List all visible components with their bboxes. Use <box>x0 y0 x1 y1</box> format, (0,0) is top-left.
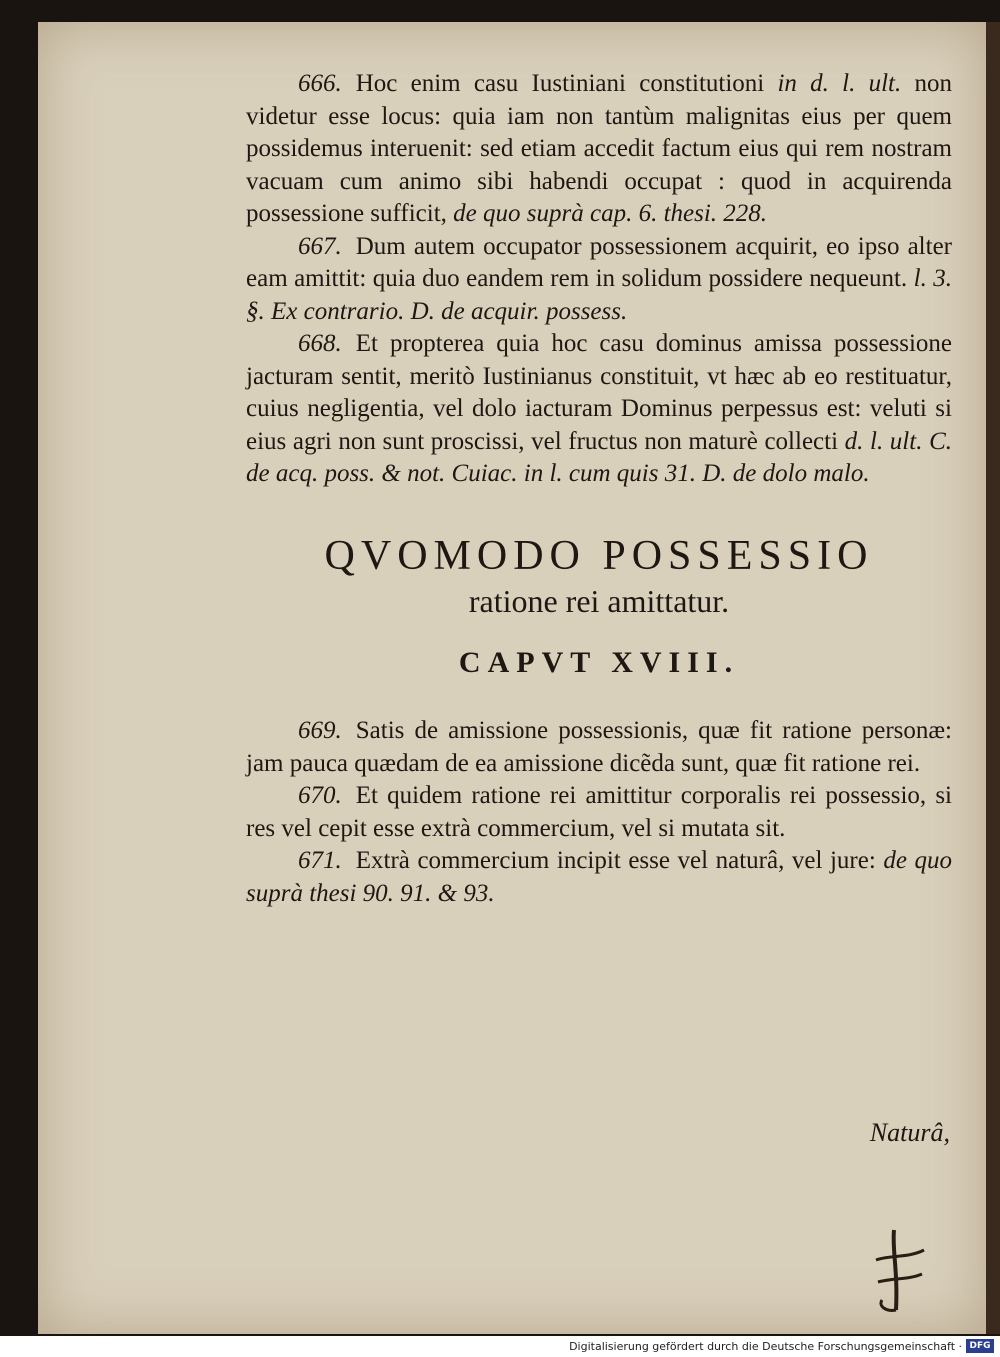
citation: de quo suprà cap. 6. thesi. 228. <box>453 200 768 227</box>
paragraph-text: Hoc enim casu Iustiniani constitutioni <box>355 70 778 97</box>
paragraph-668 <box>246 328 952 491</box>
footer-bar <box>0 1336 1000 1357</box>
paragraph-text: Et propterea quia hoc casu dominus amissa possessione jacturam sentit, meritò Iustinianus constituit, vt hæc ab eo restituatur, cuius negligentia, vel dolo iacturam Dominus perpessus est: veluti si eius agri non sunt proscissi, vel fructus non maturè collecti <box>246 330 952 455</box>
paragraph-text: Extrà commercium incipit esse vel naturâ, vel jure: <box>355 847 884 874</box>
catchword: Naturâ, <box>869 1118 950 1147</box>
dfg-logo: DFG <box>966 1339 994 1353</box>
citation: de quo suprà thesi 90. 91. & 93. <box>246 847 952 907</box>
paragraph-text: Et quidem ratione rei amittitur corporalis rei possessio, si res vel cepit esse extrà commercium, vel si mutata sit. <box>246 782 952 842</box>
page-edge <box>986 22 1000 1334</box>
citation: l. 3. §. Ex contrario. D. de acquir. possess. <box>246 265 952 325</box>
paragraph-669 <box>246 715 952 780</box>
paragraph-number: 669. <box>298 717 342 744</box>
paragraph-670 <box>246 780 952 845</box>
paragraph-number: 670. <box>298 782 342 809</box>
paragraph-text: non videtur esse locus: quia iam non tantùm malignitas eius per quem possidemus interuenit: sed etiam accedit factum eius qui rem nostram vacuam cum animo sibi habendi occupat : quod in acquirenda possessione sufficit, <box>246 70 952 227</box>
paragraph-number: 667. <box>298 232 342 260</box>
signature-mark-icon <box>864 1220 934 1320</box>
paragraph-number: 668. <box>298 330 342 357</box>
citation: in d. l. ult. <box>777 70 902 97</box>
paragraph-text: Dum autem occupator possessionem acquirit, eo ipso alter eam amittit: quia duo eandem rem in solidum possidere nequeunt. <box>246 232 952 292</box>
paragraph-666 <box>246 68 952 231</box>
chapter-heading: CAPVT XVIII. <box>458 645 740 679</box>
funding-note: Digitalisierung gefördert durch die Deutsche Forschungsgemeinschaft · <box>569 1340 962 1353</box>
page-text <box>246 68 952 910</box>
paragraph-number: 671. <box>298 847 342 874</box>
paragraph-text: Satis de amissione possessionis, quæ fit ratione personæ: jam pauca quædam de ea amissione dicẽda sunt, quæ fit ratione rei. <box>246 717 952 777</box>
section-title: QVOMODO POSSESSIO <box>324 532 874 579</box>
paragraph-671 <box>246 845 952 910</box>
section-subtitle: ratione rei amittatur. <box>468 582 730 619</box>
paragraph-667 <box>246 231 952 329</box>
citation: d. l. ult. C. de acq. poss. & not. Cuiac. in l. cum quis 31. D. de dolo malo. <box>246 427 952 487</box>
paragraph-number: 666. <box>298 70 342 97</box>
